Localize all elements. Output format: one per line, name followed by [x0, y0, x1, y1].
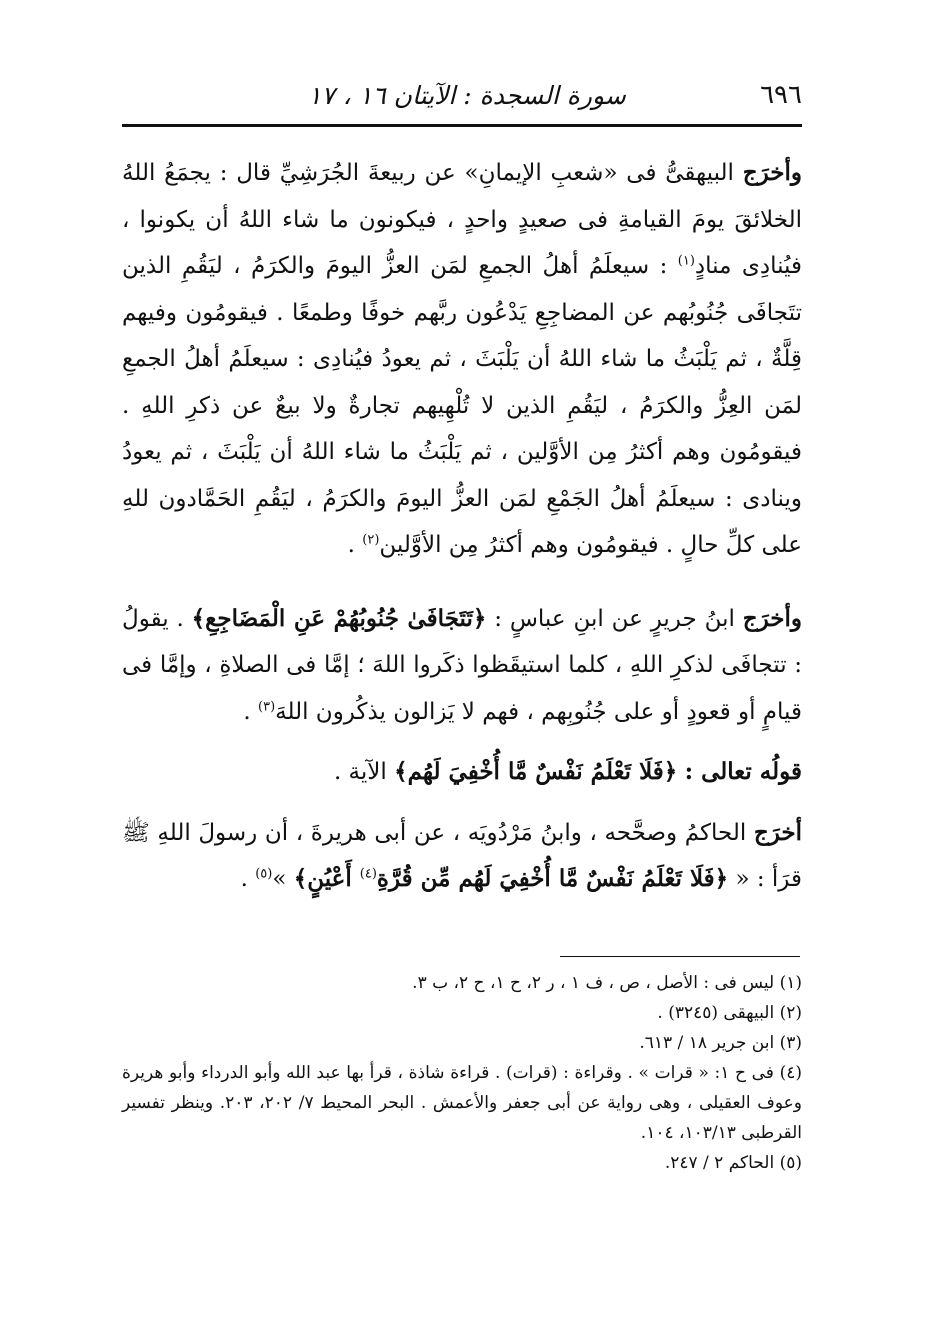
text-run: الآية . — [333, 759, 395, 785]
footnote-2: (٢) البيهقى (٣٢٤٥) . — [657, 1003, 802, 1023]
page-number: ٦٩٦ — [760, 80, 802, 110]
quran-quote: ﴿فَلَا تَعْلَمُ نَفْسٌ مَّا أُخْفِيَ لَهُم مِّن قُرَّةِ — [376, 865, 729, 892]
page-header — [122, 70, 802, 120]
footnote-4: (٤) فى ح ١: « قرات » . وقراءة : (قرات) . قراءة شاذة ، قرأ بها عبد الله وأبو الدرداء وأبو هريرة وعوف العقيلى ، وهى رواية عن أبى جعفر والأعمش . البحر المحيط ٧/ ٢٠٢، ٢٠٣. وينظر تفسير القرطبى ١٠٣/١٣، ١٠٤. — [122, 1063, 802, 1143]
text-run: : سيعلَمُ أهلُ الجمعِ لمَن العزُّ اليومَ والكرَمُ ، ليَقُمِ الذين تتَجافَى جُنُوبُهم عن المضاجِعِ يَدْعُون ربَّهم خوفًا وطمعًا . فيقومُون وفيهم قِلَّةٌ ، ثم يَلْبَثُ ما شاء اللهُ أن يَلْبَثَ ، ثم يعودُ فيُنادِى : سيعلَمُ أهلُ الجمعِ لمَن العِزُّ والكرَمُ ، ليَقُمِ الذين لا تُلْهِيهم تجارةٌ ولا بيعٌ عن ذكرِ اللهِ . فيقومُون وهم أكثرُ مِن الأوَّلين ، ثم يَلْبَثُ ما شاء اللهُ أن يَلْبَثَ ، ثم يعودُ وينادى : سيعلَمُ أهلُ الجَمْعِ لمَن العزُّ اليومَ والكرَمُ ، ليَقُمِ الحَمَّادون للهِ على كلِّ حالٍ . فيقومُون وهم أكثرُ مِن الأوَّلين — [122, 253, 802, 558]
paragraph-lead: وأخرَج — [742, 159, 802, 186]
paragraph-bayhaqi — [122, 150, 802, 569]
footnote-separator — [560, 956, 800, 957]
footnotes — [122, 968, 802, 1178]
paragraph-lead: قولُه تعالى : — [684, 758, 802, 785]
quran-quote: ﴿تَتَجَافَىٰ جُنُوبُهُمْ عَنِ الْمَضَاجِعِ﴾ — [191, 604, 487, 632]
paragraph-hakim — [122, 810, 802, 903]
text-run: . — [243, 698, 259, 725]
main-text — [122, 150, 802, 903]
text-run: البيهقىُّ فى «شعبِ الإيمانِ» عن ربيعةَ الجُرَشِيِّ قال : يجمَعُ اللهُ الخلائقَ يومَ القيامةِ فى صعيدٍ واحدٍ ، فيكونون ما شاء اللهُ أن يكونوا ، فيُنادِى منادٍ — [122, 160, 802, 279]
verse-heading — [122, 749, 802, 796]
footnote-ref: (٣) — [258, 698, 276, 714]
footnote-3: (٣) ابن جرير ١٨ / ٦١٣. — [639, 1033, 802, 1053]
quran-quote: ﴿فَلَا تَعْلَمُ نَفْسٌ مَّا أُخْفِيَ لَهُم﴾ — [394, 758, 678, 785]
paragraph-ibn-jarir — [122, 596, 802, 736]
footnote-ref: (٤) — [359, 866, 377, 882]
text-run: الحاكمُ وصحَّحه ، وابنُ مَرْدُويَه ، عن أبى هريرةَ ، أن رسولَ اللهِ ﷺ قرَأ : « — [122, 819, 802, 892]
footnote-ref: (١) — [677, 253, 695, 269]
footnote-ref: (٢) — [362, 532, 380, 548]
text-run: ابنُ جريرٍ عن ابنِ عباسٍ : — [486, 605, 743, 632]
paragraph-lead: أخرَج — [753, 818, 802, 846]
text-run: . يقولُ : تتجافَى لذكرِ اللهِ ، كلما استيقَظوا ذكَروا اللهَ ؛ إمَّا فى الصلاةِ ، وإمَّا فى قيامٍ أو قعودٍ أو على جُنُوبِهم ، فهم لا يَزالون يذكُرون اللهَ — [122, 605, 802, 725]
text-run — [677, 759, 684, 785]
text-run: . — [347, 532, 363, 558]
paragraph-lead: وأخرَج — [742, 604, 802, 632]
footnote-1: (١) ليس فى : الأصل ، ص ، ف ١ ، ر ٢، ح ١، ح ٢، ب ٣. — [412, 973, 802, 993]
text-run: » — [272, 866, 294, 892]
running-title: سورة السجدة : الآيتان ١٦ ، ١٧ — [308, 80, 626, 110]
footnote-5: (٥) الحاكم ٢ / ٢٤٧. — [664, 1153, 802, 1173]
header-rule — [122, 124, 802, 127]
footnote-ref: (٥) — [255, 866, 273, 882]
quran-quote: أَعْيُنٍ﴾ — [293, 865, 360, 892]
text-run: . — [240, 866, 256, 892]
